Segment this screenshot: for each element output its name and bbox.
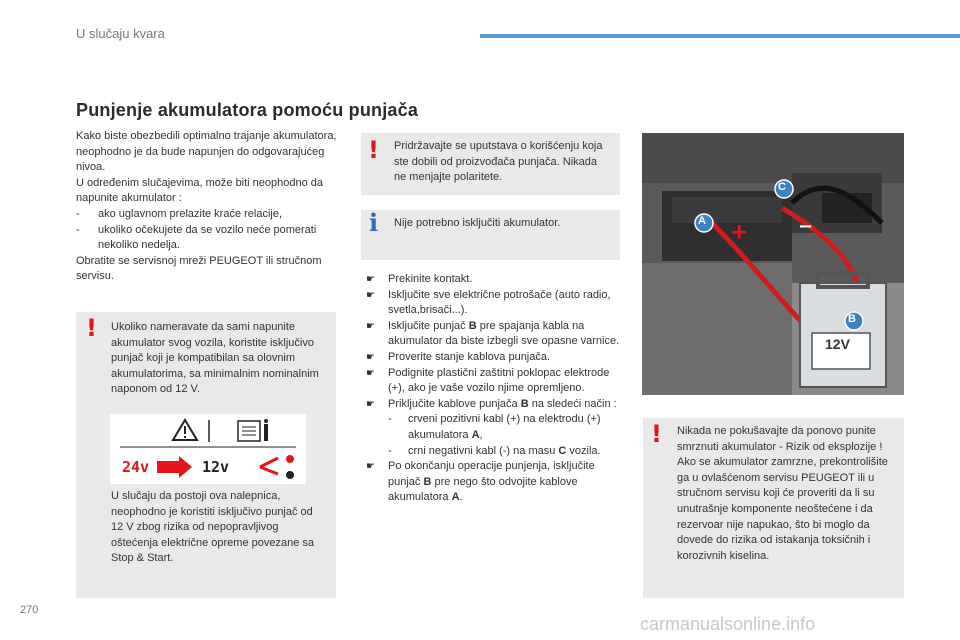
warning-right-text: Nikada ne pokušavajte da ponovo punite smrznuti akumulator - Rizik od eksplozije ! Ako se akumulator zamrzne, prekontrolišite ga u ovlašćenom servisu PEUGEOT ili u stručnom servisu koji će proveriti da li su unutrašnje komponente neoštećene i da rezervoar nije napukao, što bi moglo da dovede do rizika od istakanja toksičnih i korozivnih kiselina. bbox=[677, 425, 888, 562]
label-b: B bbox=[848, 313, 856, 325]
warning-icon: ! bbox=[86, 314, 97, 342]
warning-icon: ! bbox=[651, 420, 662, 448]
watermark: carmanualsonline.info bbox=[640, 614, 816, 634]
intro-dash-item: - ako uglavnom prelazite kraće relacije, bbox=[76, 207, 283, 220]
bullet-icon: ☛ bbox=[366, 351, 375, 363]
engine-bay-graphic bbox=[642, 133, 904, 395]
bullet-icon: ☛ bbox=[366, 289, 375, 301]
label-c: C bbox=[778, 181, 786, 193]
step-item: ☛ Po okončanju operacije punjenja, isključite punjač B pre nego što odvojite kablove akumulatora A. bbox=[366, 460, 595, 504]
svg-text:−: − bbox=[798, 216, 814, 237]
info-icon: i bbox=[369, 208, 379, 237]
sticker-24v-label: 24v bbox=[122, 458, 150, 476]
procedure-steps bbox=[366, 272, 626, 506]
step-item: ☛ Proverite stanje kablova punjača. bbox=[366, 350, 626, 366]
bullet-icon: ☛ bbox=[366, 367, 375, 379]
warning-left-text: Ukoliko nameravate da sami napunite akumulator svog vozila, koristite isključivo punjač koji je kompatibilan sa olovnim akumulatorima, sa minimalnim nominalnim naponom od 12 V. bbox=[111, 321, 319, 396]
warning-icon: ! bbox=[368, 136, 379, 164]
step-item: ☛ Isključite sve električne potrošače (auto radio, svetla,brisači...). bbox=[366, 288, 611, 317]
bullet-icon: ☛ bbox=[366, 320, 375, 332]
sticker-12v-label: 12v bbox=[202, 458, 230, 476]
header-accent-bar bbox=[480, 34, 960, 38]
bullet-icon: ☛ bbox=[366, 274, 375, 285]
intro-text bbox=[76, 129, 346, 285]
battery-charging-illustration bbox=[642, 133, 904, 395]
charger-voltage-label: 12V bbox=[825, 336, 850, 352]
intro-dash-item: - ukoliko očekujete da se vozilo neće pomerati nekoliko nedelja. bbox=[76, 223, 317, 252]
svg-text:+: + bbox=[730, 220, 749, 245]
bullet-icon: ☛ bbox=[366, 398, 375, 410]
info-center-text: Nije potrebno isključiti akumulator. bbox=[394, 217, 561, 229]
step-item: ☛ Priključite kablove punjača B na sledeći način : bbox=[366, 397, 626, 413]
sticker-explanation: U slučaju da postoji ova nalepnica, neophodno je koristiti isključivo punjač od 12 V zbog rizika od nepopravljivog oštećenja električne opreme povezane sa Stop & Start. bbox=[111, 490, 315, 565]
intro-closing: Obratite se servisnoj mreži PEUGEOT ili stručnom servisu. bbox=[76, 254, 322, 283]
page-title: Punjenje akumulatora pomoću punjača bbox=[76, 100, 419, 120]
step-item: ☛ Prekinite kontakt. bbox=[366, 272, 626, 288]
stop-start-sticker bbox=[110, 414, 306, 484]
bullet-icon: ☛ bbox=[366, 461, 375, 473]
step-item: ☛ Podignite plastični zaštitni poklopac elektrode (+), ako je vaše vozilo njime opremljeno. bbox=[366, 366, 610, 395]
step-subitem: - crni negativni kabl (-) na masu C vozila. bbox=[388, 444, 601, 457]
warning-center-text: Pridržavajte se uputstava o korišćenju koja ste dobili od proizvođača punjača. Nikada ne menjajte polaritete. bbox=[394, 140, 603, 184]
intro-line: U određenim slučajevima, može biti neophodno da napunite akumulator : bbox=[76, 176, 324, 205]
intro-line: Kako biste obezbedili optimalno trajanje akumulatora, neophodno je da bude napunjen do odgovarajućeg nivoa. bbox=[76, 130, 337, 174]
label-a: A bbox=[698, 215, 706, 227]
step-subitem: - crveni pozitivni kabl (+) na elektrodu (+) akumulatora A, bbox=[388, 413, 601, 441]
step-item: ☛ Isključite punjač B pre spajanja kabla na akumulator da biste izbegli sve opasne varnice. bbox=[366, 319, 620, 348]
section-title: U slučaju kvara bbox=[76, 26, 165, 41]
page-number: 270 bbox=[20, 604, 39, 616]
